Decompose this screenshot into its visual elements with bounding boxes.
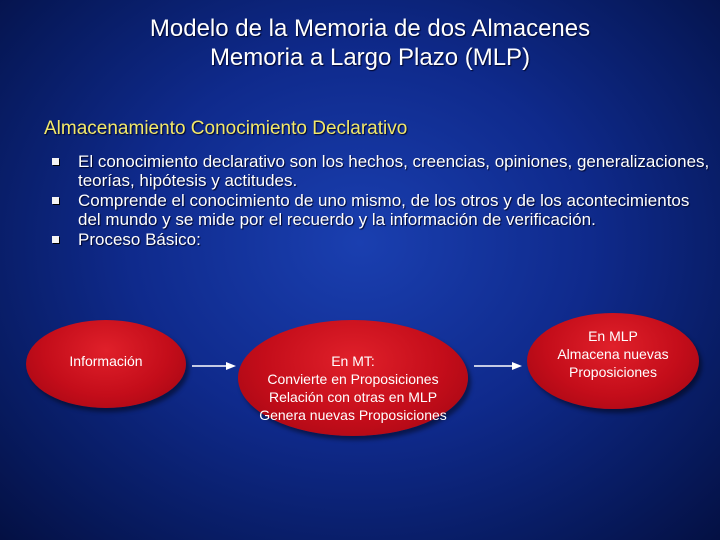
node-mlp-line: Almacena nuevas: [557, 346, 669, 362]
slide-title: [0, 14, 720, 72]
square-bullet-icon: [52, 236, 59, 243]
bullet-text: El conocimiento declarativo son los hechos, creencias, opiniones, generalizaciones, teorías, hipótesis y actitudes.: [78, 152, 710, 190]
node-mt-line: Relación con otras en MLP: [268, 389, 438, 405]
bullet-text: Proceso Básico:: [78, 230, 201, 249]
square-bullet-icon: [52, 158, 59, 165]
bullet-text: Comprende el conocimiento de uno mismo, de los otros y de los acontecimientos del mundo y se mide por el recuerdo y la información de verificación.: [78, 191, 690, 229]
node-mt-line: En MT:: [331, 353, 375, 369]
node-mlp-line: En MLP: [588, 328, 638, 344]
node-mlp-line: Proposiciones: [569, 364, 657, 380]
node-mt-line: Convierte en Proposiciones: [267, 371, 439, 387]
node-informacion-label: Información: [69, 353, 143, 369]
bullet-item: [52, 230, 712, 249]
node-mt-line: Genera nuevas Proposiciones: [259, 407, 447, 423]
title-line-2: Memoria a Largo Plazo (MLP): [209, 44, 531, 71]
node-mlp: [527, 313, 699, 409]
title-line-1: Modelo de la Memoria de dos Almacenes: [149, 15, 591, 42]
square-bullet-icon: [52, 197, 59, 204]
bullet-list: [52, 152, 712, 250]
node-informacion: [26, 320, 186, 408]
section-heading: Almacenamiento Conocimiento Declarativo: [44, 118, 408, 139]
bullet-item: [52, 152, 712, 190]
arrow-right-icon: [472, 358, 524, 374]
bullet-item: [52, 191, 712, 229]
arrow-right-icon: [190, 358, 238, 374]
node-memoria-trabajo: [238, 320, 468, 436]
